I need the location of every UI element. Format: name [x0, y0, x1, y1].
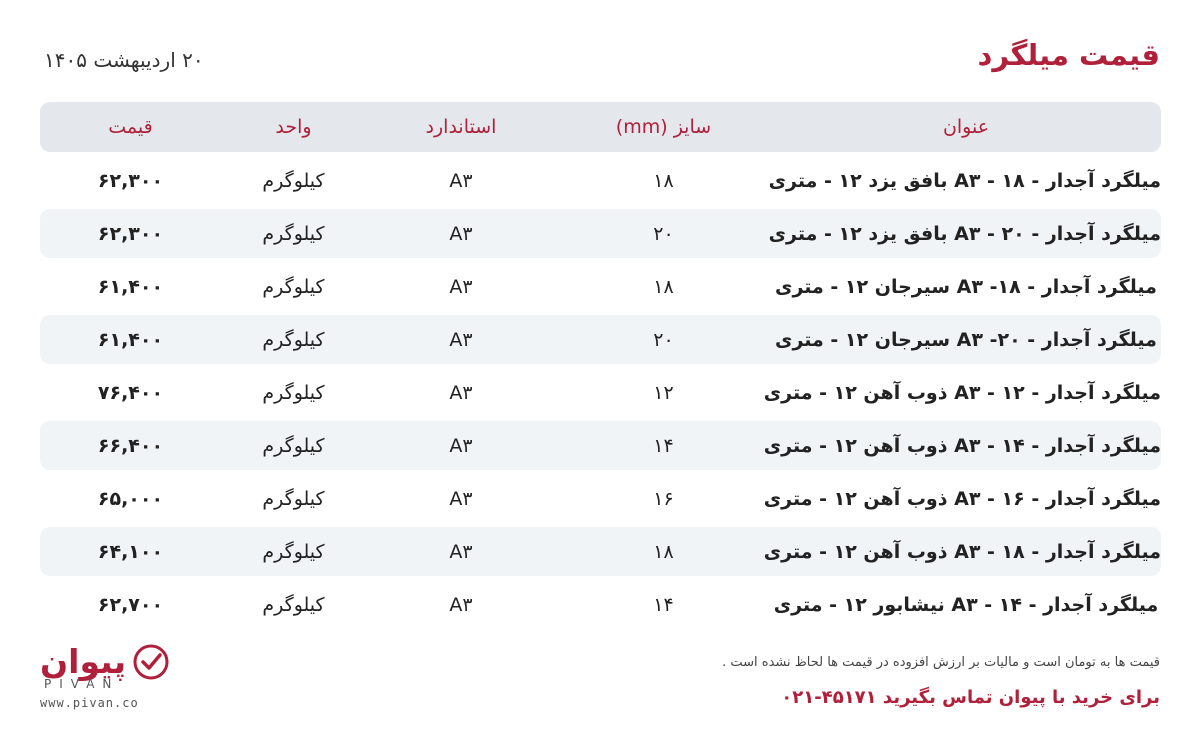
cell-price: ۶۲,۷۰۰ [97, 593, 164, 616]
pivan-logo [40, 640, 180, 715]
cell-standard: A۳ [449, 487, 473, 510]
contact-line: برای خرید با پیوان تماس بگیرید ۴۵۱۷۱-۰۲۱ [781, 687, 1160, 708]
column-header-size: سایز (mm) [615, 116, 712, 138]
cell-standard: A۳ [449, 275, 473, 298]
cell-size: ۱۴ [653, 593, 674, 616]
table-row [40, 262, 1161, 311]
logo-name: پیوان [40, 642, 127, 681]
cell-price: ۶۶,۴۰۰ [97, 434, 164, 457]
logo-url: www.pivan.co [40, 696, 139, 710]
check-badge-icon [133, 644, 169, 680]
cell-price: ۶۴,۱۰۰ [97, 540, 164, 563]
table-row [40, 368, 1161, 417]
cell-size: ۱۸ [653, 275, 674, 298]
cell-unit: کیلوگرم [262, 540, 325, 563]
logo-latin: PIVAN [44, 677, 120, 691]
cell-size: ۱۸ [653, 540, 674, 563]
cell-size: ۲۰ [653, 222, 674, 245]
cell-price: ۶۵,۰۰۰ [97, 487, 164, 510]
cell-title: میلگرد آجدار - A۳ - ۱۴ نیشابور ۱۲ - متری [773, 593, 1159, 616]
cell-standard: A۳ [449, 328, 473, 351]
cell-price: ۶۲,۳۰۰ [97, 222, 164, 245]
cell-unit: کیلوگرم [262, 381, 325, 404]
column-header-standard: استاندارد [425, 116, 497, 138]
cell-unit: کیلوگرم [262, 222, 325, 245]
cell-standard: A۳ [449, 169, 473, 192]
cell-unit: کیلوگرم [262, 434, 325, 457]
cell-standard: A۳ [449, 222, 473, 245]
table-row [40, 156, 1161, 205]
price-date: ۲۰ اردیبهشت ۱۴۰۵ [44, 48, 204, 72]
cell-size: ۱۸ [653, 169, 674, 192]
table-body [40, 156, 1161, 629]
cell-price: ۶۲,۳۰۰ [97, 169, 164, 192]
table-row [40, 474, 1161, 523]
table-header [40, 102, 1161, 152]
cell-price: ۷۶,۴۰۰ [97, 381, 164, 404]
price-table [40, 102, 1161, 633]
cell-unit: کیلوگرم [262, 328, 325, 351]
table-row [40, 527, 1161, 576]
column-header-title: عنوان [942, 116, 990, 138]
table-row [40, 580, 1161, 629]
cell-unit: کیلوگرم [262, 593, 325, 616]
cell-title: میلگرد آجدار - A۳ - ۱۲ ذوب آهن ۱۲ - متری [763, 381, 1161, 404]
cell-standard: A۳ [449, 540, 473, 563]
cell-standard: A۳ [449, 381, 473, 404]
cell-size: ۲۰ [653, 328, 674, 351]
cell-title: میلگرد آجدار - A۳ -۱۸ سیرجان ۱۲ - متری [775, 275, 1157, 298]
cell-price: ۶۱,۴۰۰ [97, 275, 164, 298]
tax-note: قیمت ها به تومان است و مالیات بر ارزش افزوده در قیمت ها لحاظ نشده است . [722, 655, 1160, 670]
cell-unit: کیلوگرم [262, 275, 325, 298]
cell-title: میلگرد آجدار - A۳ - ۱۶ ذوب آهن ۱۲ - متری [763, 487, 1161, 510]
cell-size: ۱۴ [653, 434, 674, 457]
cell-price: ۶۱,۴۰۰ [97, 328, 164, 351]
column-header-price: قیمت [108, 116, 153, 138]
table-row [40, 421, 1161, 470]
cell-title: میلگرد آجدار - A۳ - ۱۸ بافق یزد ۱۲ - متری [768, 169, 1161, 192]
cell-title: میلگرد آجدار - A۳ - ۲۰ بافق یزد ۱۲ - متری [768, 222, 1161, 245]
cell-standard: A۳ [449, 593, 473, 616]
cell-size: ۱۶ [653, 487, 674, 510]
cell-size: ۱۲ [653, 381, 674, 404]
table-row [40, 209, 1161, 258]
cell-title: میلگرد آجدار - A۳ - ۱۴ ذوب آهن ۱۲ - متری [763, 434, 1161, 457]
column-header-unit: واحد [275, 116, 312, 138]
cell-title: میلگرد آجدار - A۳ -۲۰ سیرجان ۱۲ - متری [775, 328, 1157, 351]
page-title: قیمت میلگرد [977, 38, 1160, 72]
cell-standard: A۳ [449, 434, 473, 457]
table-row [40, 315, 1161, 364]
cell-unit: کیلوگرم [262, 487, 325, 510]
cell-unit: کیلوگرم [262, 169, 325, 192]
cell-title: میلگرد آجدار - A۳ - ۱۸ ذوب آهن ۱۲ - متری [763, 540, 1161, 563]
